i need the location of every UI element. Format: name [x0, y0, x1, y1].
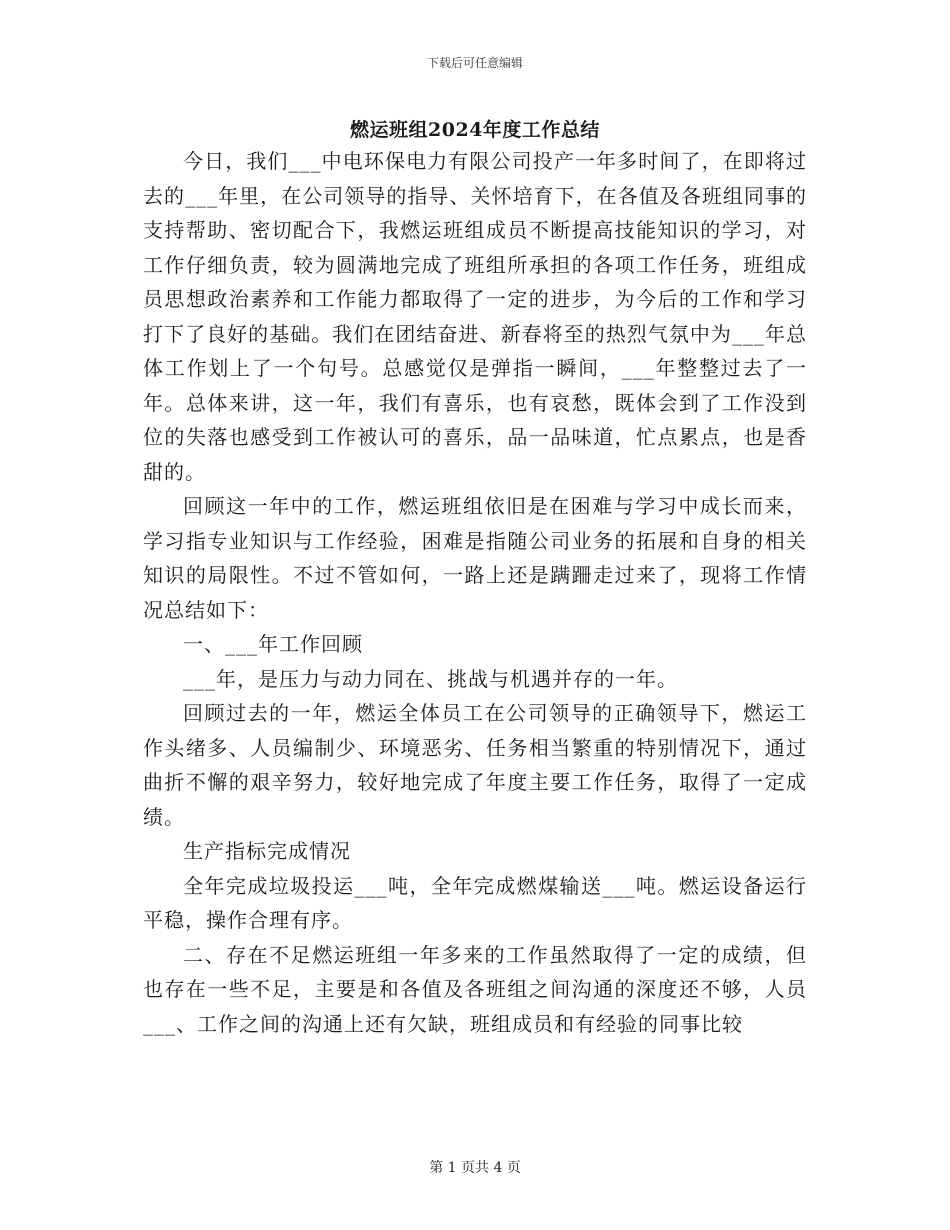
paragraph-review: 回顾这一年中的工作，燃运班组依旧是在困难与学习中成长而来，学习指专业知识与工作经验，困难是指随公司业务的拓展和自身的相关知识的局限性。不过不管如何，一路上还是蹒跚走过来了，现将工作情况总结如下：: [143, 494, 807, 622]
document-title: 燃运班组2024年度工作总结: [350, 119, 600, 141]
page-number: 第 1 页共 4 页: [429, 1160, 521, 1176]
paragraph-production: 全年完成垃圾投运___吨，全年完成燃煤输送___吨。燃运设备运行平稳，操作合理有序。: [143, 873, 807, 932]
document-body: [143, 144, 807, 1041]
paragraph-intro: 今日，我们___中电环保电力有限公司投产一年多时间了，在即将过去的___年里，在公司领导的指导、关怀培育下，在各值及各班组同事的支持帮助、密切配合下，我燃运班组成员不断提高技能知识的学习，对工作仔细负责，较为圆满地完成了班组所承担的各项工作任务，班组成员思想政治素养和工作能力都取得了一定的进步，为今后的工作和学习打下了良好的基础。我们在团结奋进、新春将至的热烈气氛中为___年总体工作划上了一个句号。总感觉仅是弹指一瞬间，___年整整过去了一年。总体来讲，这一年，我们有喜乐，也有哀愁，既体会到了工作没到位的失落也感受到工作被认可的喜乐，品一品味道，忙点累点，也是香甜的。: [143, 149, 807, 484]
paragraph-shortcomings: 二、存在不足燃运班组一年多来的工作虽然取得了一定的成绩，但也存在一些不足，主要是和各值及各班组之间沟通的深度还不够，人员___、工作之间的沟通上还有欠缺，班组成员和有经验的同事比较: [143, 942, 807, 1036]
header-note: 下载后可任意编辑: [426, 56, 523, 70]
paragraph-lookback: 回顾过去的一年，燃运全体员工在公司领导的正确领导下，燃运工作头绪多、人员编制少、环境恶劣、任务相当繁重的特别情况下，通过曲折不懈的艰辛努力，较好地完成了年度主要工作任务，取得了一定成绩。: [143, 701, 807, 829]
section-heading-1: 一、___年工作回顾: [183, 632, 363, 656]
paragraph-year: ___年，是压力与动力同在、挑战与机遇并存的一年。: [183, 666, 678, 691]
subsection-heading-production: 生产指标完成情况: [183, 839, 351, 863]
